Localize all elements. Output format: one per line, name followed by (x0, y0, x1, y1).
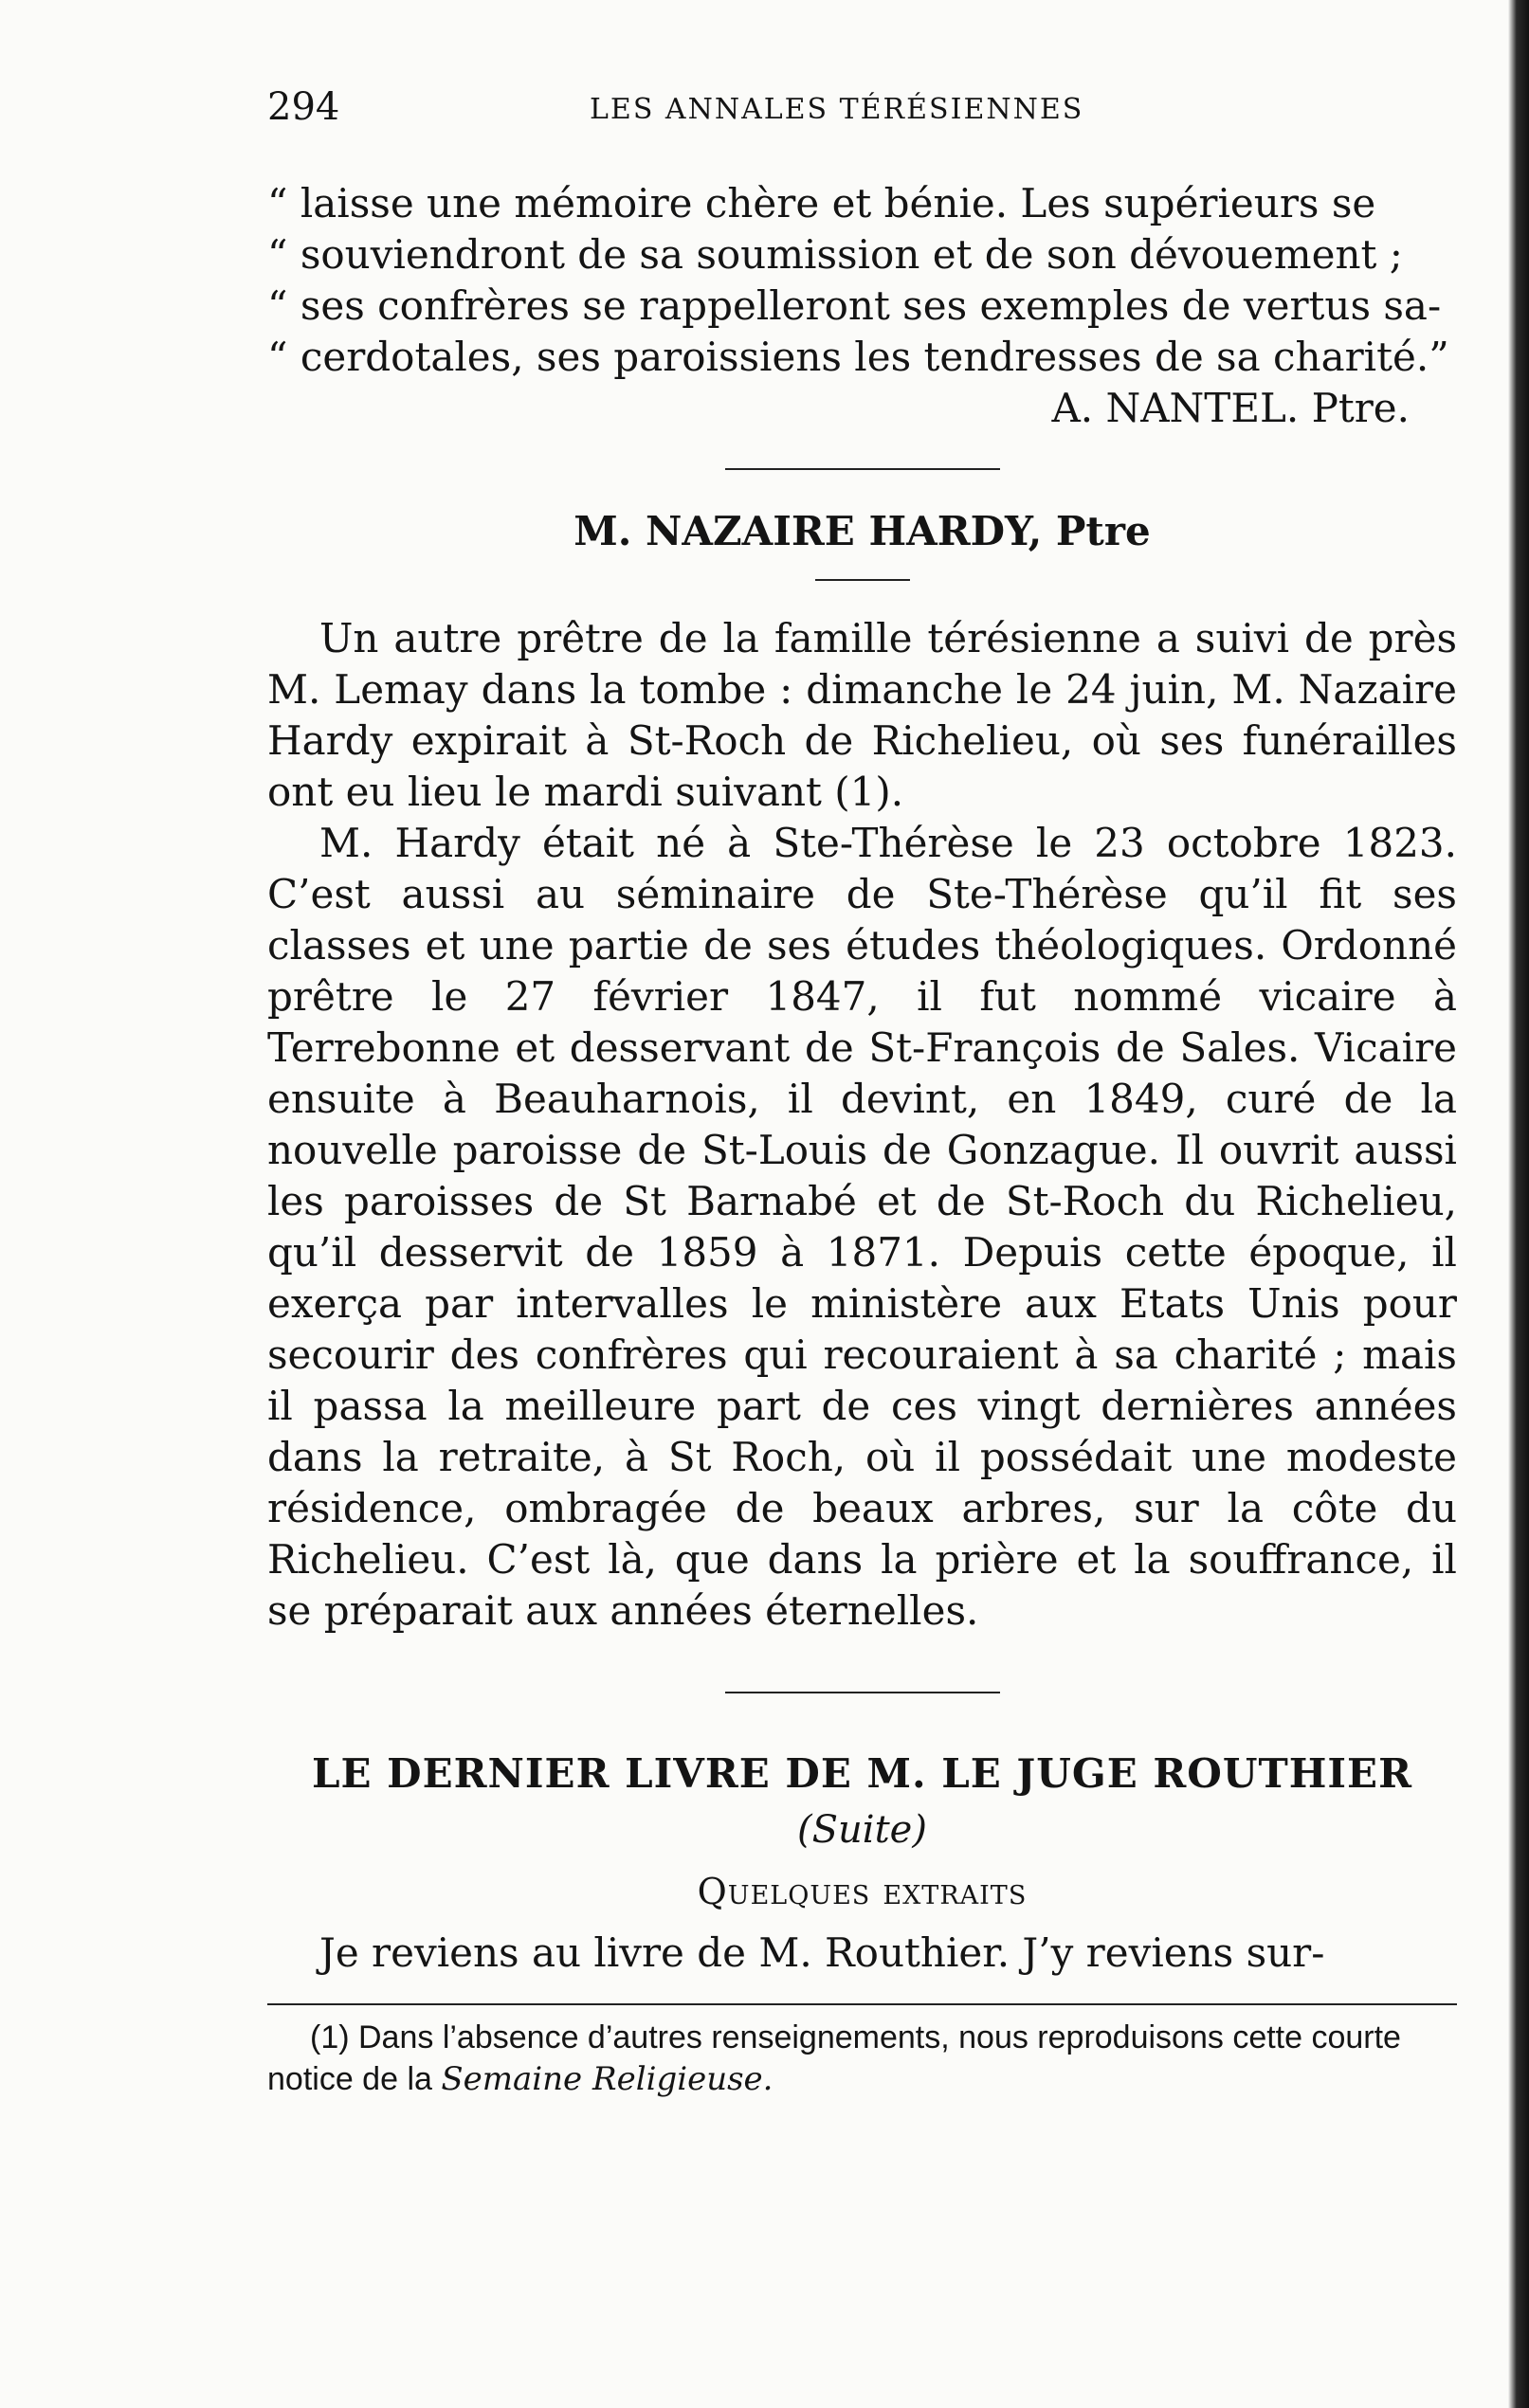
section-divider (725, 468, 1000, 470)
next-section-subtitle: (Suite) (797, 1808, 927, 1852)
page-number: 294 (267, 85, 340, 129)
next-section-title: LE DERNIER LIVRE DE M. LE JUGE ROUTHIER (312, 1750, 1412, 1797)
footnote (267, 2017, 1457, 2100)
page (267, 85, 1457, 2100)
article-title: M. NAZAIRE HARDY, Ptre (573, 508, 1151, 554)
quoted-passage (267, 178, 1457, 383)
title-divider (815, 579, 910, 581)
page-header (267, 85, 1457, 142)
footnote-italic: Semaine Religieuse. (441, 2060, 774, 2098)
quote-line: “ cerdotales, ses paroissiens les tendresses de sa charité.” (267, 334, 1449, 380)
paragraph: Je reviens au livre de M. Routhier. J’y reviens sur- (319, 1929, 1325, 1976)
footnote-rule (267, 2003, 1457, 2005)
paragraph: M. Hardy était né à Ste-Thérèse le 23 octobre 1823. C’est aussi au séminaire de Ste-Thérèse qu’il fit ses classes et une partie de ses études théologiques. Ordonné prêtre le 27 février 1847, il fut nommé vicaire à Terrebonne et desservant de St-François de Sales. Vicaire ensuite à Beauharnois, il devint, en 1849, curé de la nouvelle paroisse de St-Louis de Gonzague. Il ouvrit aussi les paroisses de St Barnabé et de St-Roch du Richelieu, qu’il desservit de 1859 à 1871. Depuis cette époque, il exerça par intervalles le ministère aux Etats Unis pour secourir des confrères qui recouraient à sa charité ; mais il passa la meilleure part de ces vingt dernières années dans la retraite, à St Roch, où il possédait une modeste résidence, ombragée de beaux arbres, sur la côte du Richelieu. C’est là, que dans la prière et la souffrance, il se préparait aux années éternelles. (267, 820, 1457, 1634)
footnote-text: (1) Dans l’absence d’autres renseignements, nous reproduisons cette courte notice de la (267, 2019, 1401, 2097)
book-spine-shadow (1508, 0, 1529, 2408)
section-divider (725, 1692, 1000, 1693)
next-section-opening (267, 1928, 1457, 1979)
quote-signature: A. NANTEL. Ptre. (1051, 385, 1410, 431)
quote-line: “ laisse une mémoire chère et bénie. Les supérieurs se (267, 180, 1376, 226)
paragraph: Un autre prêtre de la famille térésienne a suivi de près M. Lemay dans la tombe : dimanche le 24 juin, M. Nazaire Hardy expirait à St-Roch de Richelieu, où ses funérailles ont eu lieu le mardi suivant (1). (267, 615, 1457, 815)
running-head: LES ANNALES TÉRÉSIENNES (590, 93, 1084, 126)
next-section-subheading: Quelques extraits (697, 1871, 1028, 1912)
quote-line: “ souviendront de sa soumission et de son dévouement ; (267, 231, 1403, 278)
article-body (267, 613, 1457, 1637)
quote-line: “ ses confrères se rappelleront ses exemples de vertus sa- (267, 282, 1442, 329)
